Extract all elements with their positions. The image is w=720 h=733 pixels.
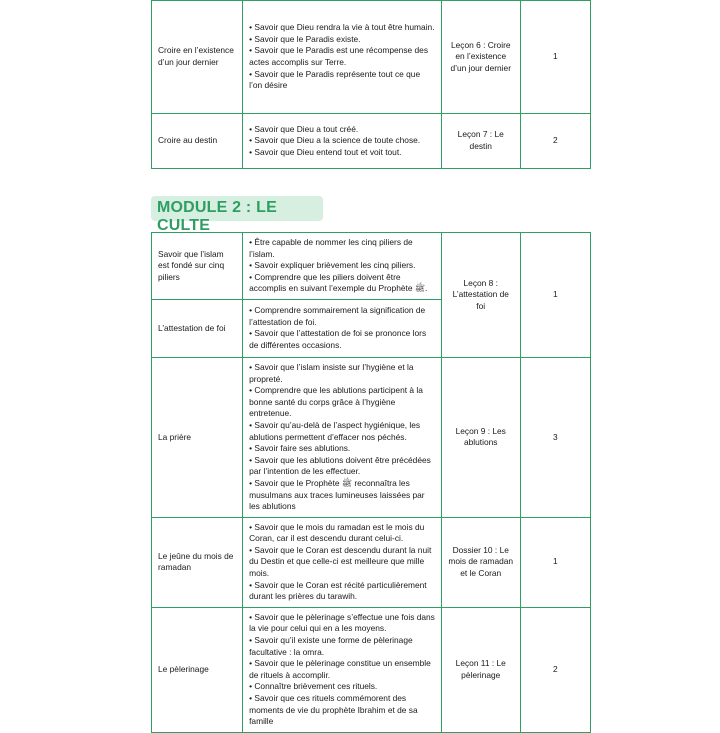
- seances-cell: 1: [520, 233, 590, 358]
- table-row: [152, 1, 591, 114]
- objectives-cell: [243, 1, 442, 114]
- objective-item: • Savoir qu’au-delà de l’aspect hygiénique, les ablutions permettent d’effacer nos péchés.: [249, 419, 421, 442]
- objective-item: • Savoir que le pèlerinage s’effectue une fois dans la vie pour celui qui en a les moyens.: [249, 611, 435, 634]
- lesson-cell: Leçon 9 : Les ablutions: [441, 357, 520, 517]
- lesson-cell: Dossier 10 : Le mois de ramadan et le Coran: [441, 517, 520, 607]
- table-row: [152, 357, 591, 517]
- objective-item: • Être capable de nommer les cinq piliers de l’islam.: [249, 237, 413, 259]
- theme-cell: Croire en l’existence d’un jour dernier: [152, 1, 243, 114]
- objective-item: • Savoir que ces rituels commémorent des moments de vie du prophète Ibrahim et de sa famille: [249, 693, 418, 727]
- theme-cell: Croire au destin: [152, 114, 243, 169]
- module-title: MODULE 2 : LE CULTE: [157, 199, 277, 234]
- theme-cell: Le jeûne du mois de ramadan: [152, 517, 243, 607]
- lesson-cell: Leçon 11 : Le pèlerinage: [441, 607, 520, 732]
- objective-item: • Savoir que le mois du ramadan est le mois du Coran, car il est descendu durant celui-ci.: [249, 521, 425, 544]
- seances-cell: 2: [520, 114, 590, 169]
- objective-item: • Savoir que le Paradis est une récompense des actes accomplis sur Terre.: [249, 45, 429, 67]
- table-row: [152, 607, 591, 732]
- objective-item: • Savoir que le Coran est descendu durant la nuit du Destin et que celle-ci est meilleure que mille mois.: [249, 544, 432, 579]
- theme-cell: Le pèlerinage: [152, 607, 243, 732]
- objective-item: • Savoir que les ablutions doivent être précédées par l’intention de les effectuer.: [249, 454, 431, 477]
- objective-item: • Savoir que le pèlerinage constitue un ensemble de rituels à accomplir.: [249, 658, 431, 680]
- objective-item: • Savoir que Dieu rendra la vie à tout être humain.: [249, 22, 435, 33]
- objective-item: • Savoir que l’attestation de foi se prononce lors de différentes occasions.: [249, 328, 427, 351]
- objective-item: • Connaître brièvement ces rituels.: [249, 681, 378, 692]
- objective-item: • Savoir expliquer brièvement les cinq piliers.: [249, 260, 416, 271]
- module2-table: [151, 232, 591, 733]
- table-row: [152, 517, 591, 607]
- objective-item: • Comprendre que les ablutions participent à la bonne santé du corps grâce à l’hygiène entretenue.: [249, 385, 423, 419]
- seances-cell: 1: [520, 517, 590, 607]
- objective-item: • Savoir que le Coran est récité particulièrement durant les prières du tarawih.: [249, 579, 427, 602]
- module1-table: [151, 0, 591, 169]
- objectives-cell: [243, 114, 442, 169]
- lesson-cell: Leçon 6 : Croire en l’existence d’un jour dernier: [441, 1, 520, 114]
- objective-item: • Savoir faire ses ablutions.: [249, 443, 351, 454]
- theme-cell: La prière: [152, 357, 243, 517]
- objective-item: • Savoir que le Paradis existe.: [249, 33, 361, 44]
- objective-item: • Savoir que le Paradis représente tout ce que l’on désire: [249, 68, 421, 91]
- objective-item: • Comprendre sommairement la signification de l’attestation de foi.: [249, 305, 426, 327]
- objective-item: • Savoir que Dieu a tout créé.: [249, 123, 359, 134]
- objectives-cell: [243, 517, 442, 607]
- objective-item: • Comprendre que les piliers doivent être accomplis en suivant l’exemple du Prophète ﷺ.: [249, 271, 428, 294]
- module-heading: [151, 196, 323, 234]
- objective-item: • Savoir que l’islam insiste sur l’hygiène et la propreté.: [249, 361, 414, 384]
- objective-item: • Savoir que Dieu a la science de toute chose.: [249, 135, 421, 146]
- seances-cell: 1: [520, 1, 590, 114]
- objective-item: • Savoir qu’il existe une forme de pèlerinage facultative : la omra.: [249, 635, 413, 657]
- theme-cell: L’attestation de foi: [152, 299, 243, 357]
- seances-cell: 3: [520, 357, 590, 517]
- theme-cell: Savoir que l’islam est fondé sur cinq piliers: [152, 233, 243, 300]
- objectives-cell: [243, 299, 442, 357]
- objective-item: • Savoir que Dieu entend tout et voit tout.: [249, 146, 402, 157]
- table-row: [152, 233, 591, 300]
- seances-cell: 2: [520, 607, 590, 732]
- lesson-cell: Leçon 7 : Le destin: [441, 114, 520, 169]
- table-row: [152, 114, 591, 169]
- objectives-cell: [243, 607, 442, 732]
- objectives-cell: [243, 357, 442, 517]
- objectives-cell: [243, 233, 442, 300]
- objective-item: • Savoir que le Prophète ﷺ reconnaîtra les musulmans aux traces lumineuses laissées par les ablutions: [249, 477, 425, 512]
- lesson-cell: Leçon 8 : L’attestation de foi: [441, 233, 520, 358]
